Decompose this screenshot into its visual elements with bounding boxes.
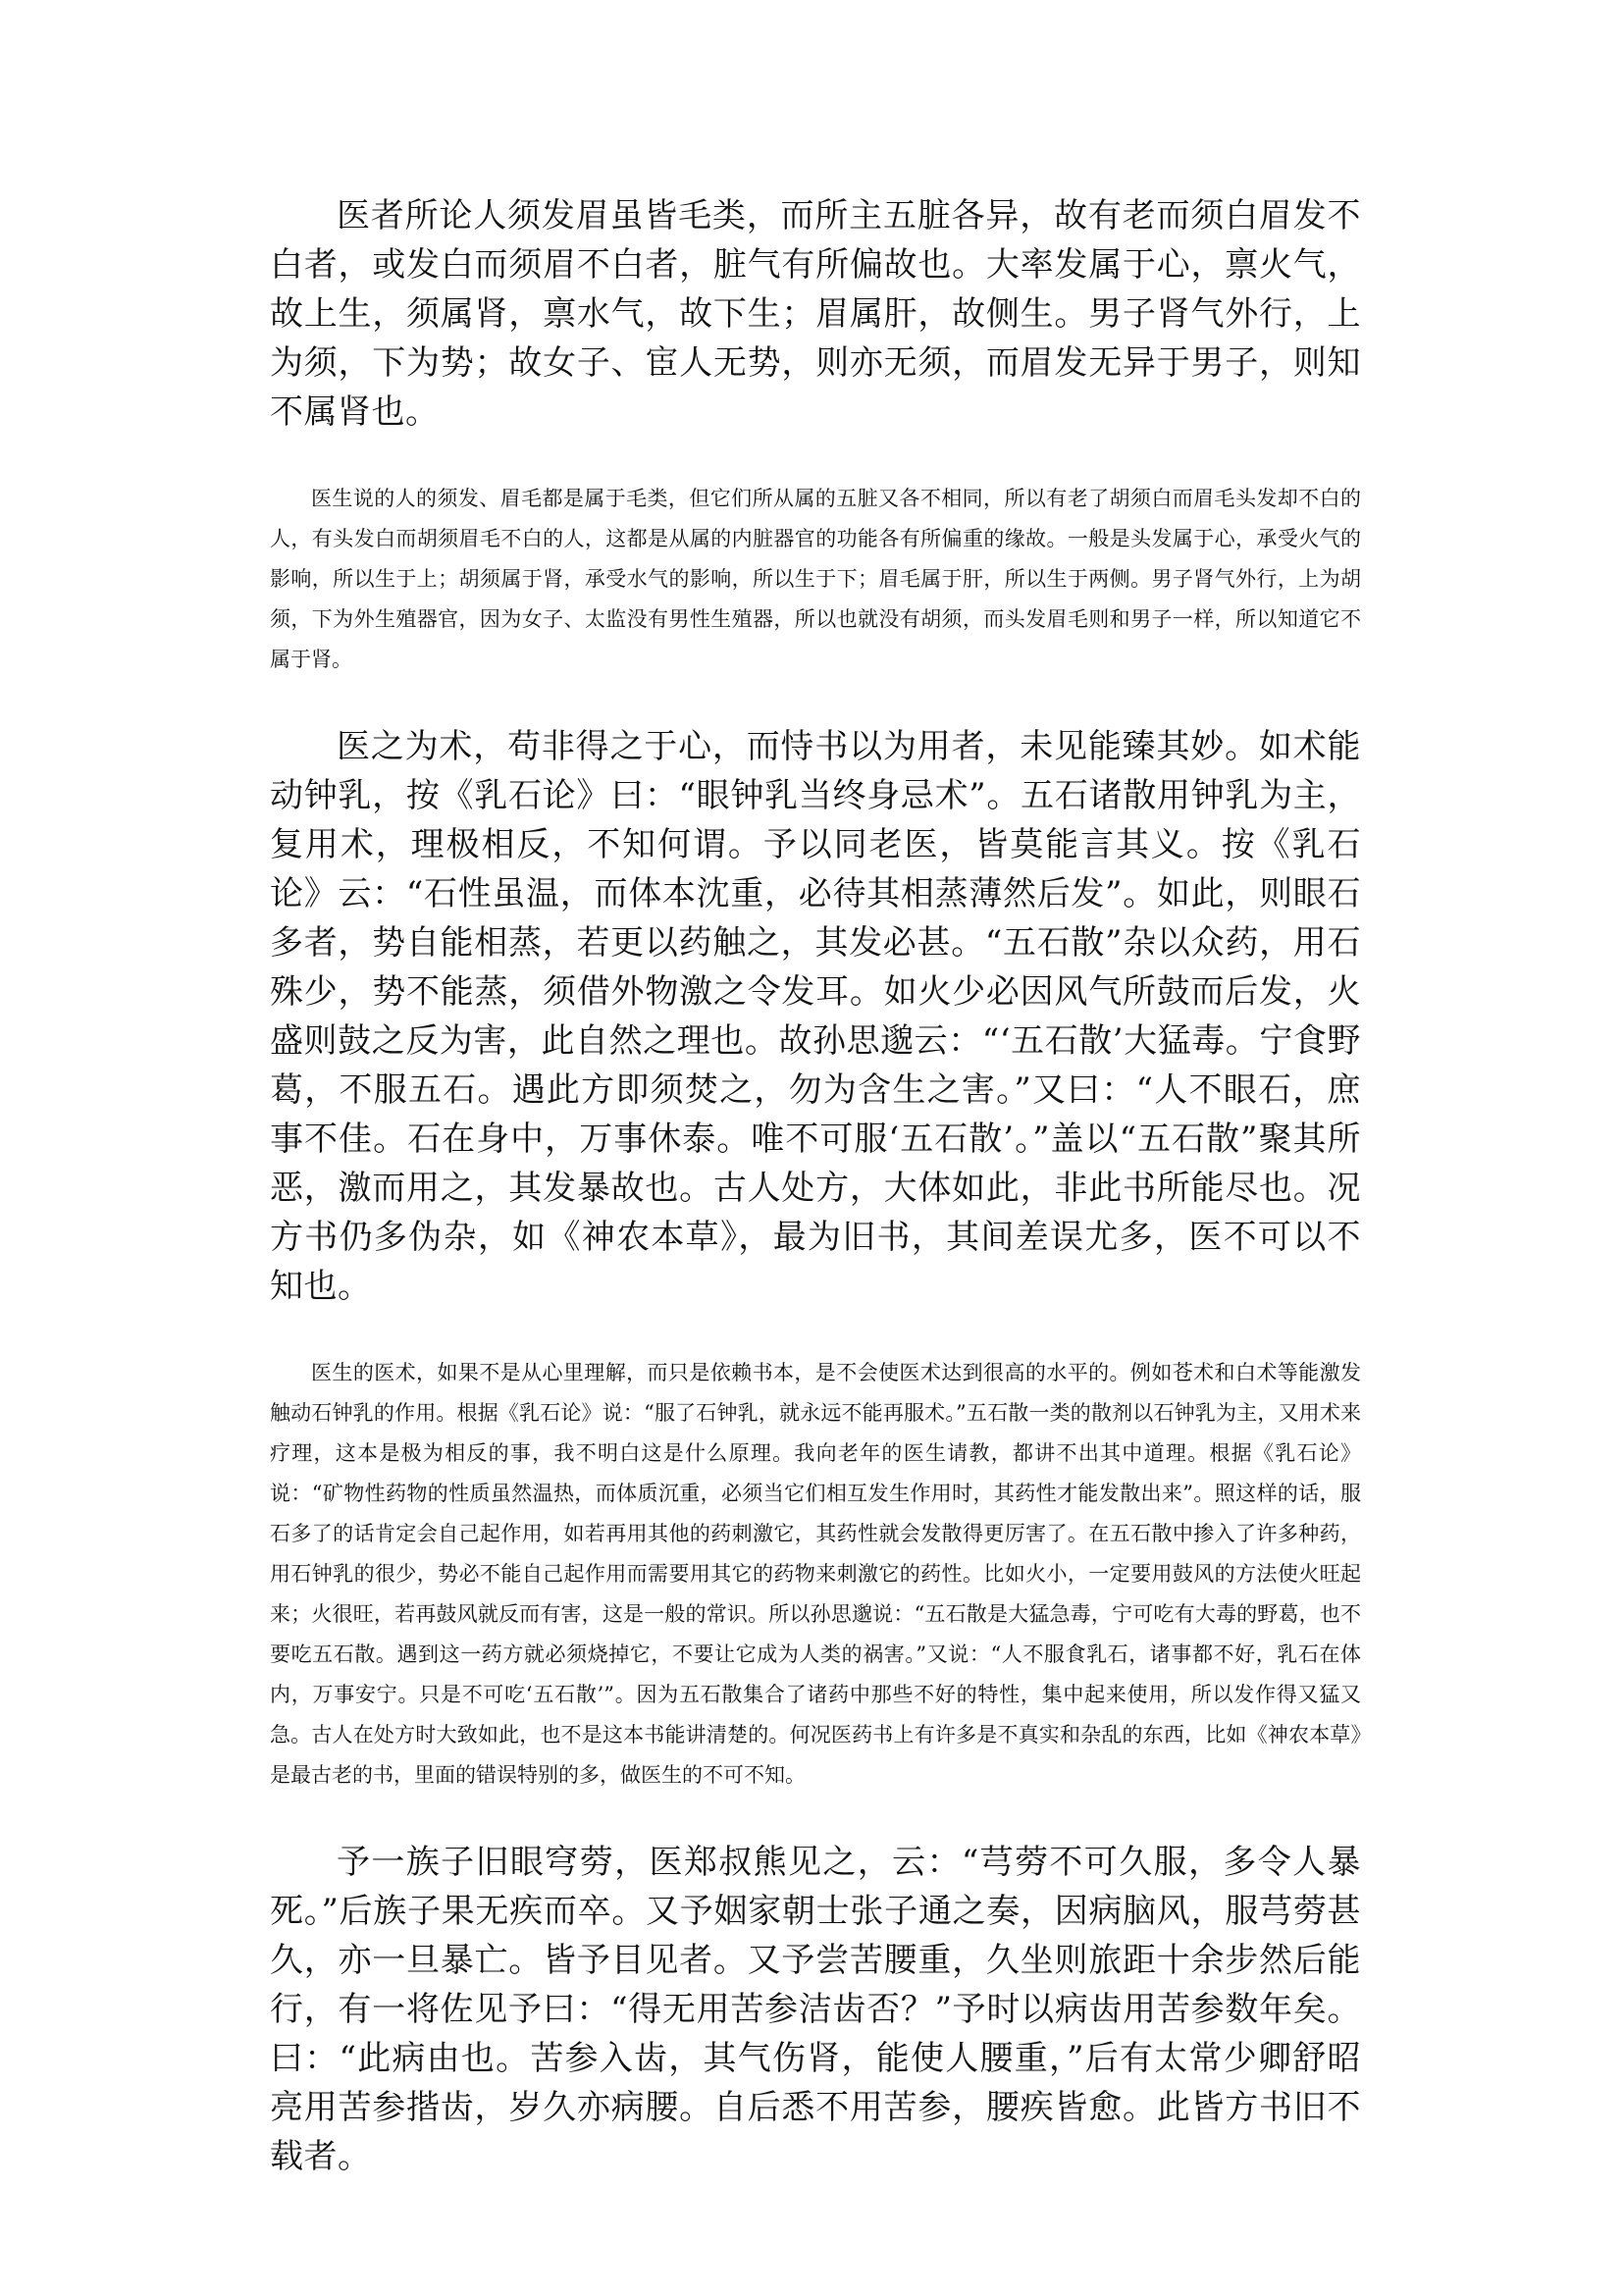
translation-paragraph: 医生的医术，如果不是从心里理解，而只是依赖书本，是不会使医术达到很高的水平的。例如苍术和白术等能激发触动石钟乳的作用。根据《乳石论》说：“服了石钟乳，就永远不能再服术。”五石散一类的散剂以石钟乳为主，又用术来疗理，这本是极为相反的事，我不明白这是什么原理。我向老年的医生请教，都讲不出其中道理。根据《乳石论》说：“矿物性药物的性质虽然温热，而体质沉重，必须当它们相互发生作用时，其药性才能发散出来”。照这样的话，服石多了的话肯定会自己起作用，如若再用其他的药刺激它，其药性就会发散得更厉害了。在五石散中掺入了许多种药，用石钟乳的很少，势必不能自己起作用而需要用其它的药物来刺激它的药性。比如火小，一定要用鼓风的方法使火旺起来；火很旺，若再鼓风就反而有害，这是一般的常识。所以孙思邈说：“五石散是大猛急毒，宁可吃有大毒的野葛，也不要吃五石散。遇到这一药方就必须烧掉它，不要让它成为人类的祸害。”又说：“人不服食乳石，诸事都不好，乳石在体内，万事安宁。只是不可吃‘五石散’”。因为五石散集合了诸药中那些不好的特性，集中起来使用，所以发作得又猛又急。古人在处方时大致如此，也不是这本书能讲清楚的。何况医药书上有许多是不真实和杂乱的东西，比如《神农本草》是最古老的书，里面的错误特别的多，做医生的不可不知。	[270, 1361, 1361, 1787]
translation-paragraph: 医生说的人的须发、眉毛都是属于毛类，但它们所从属的五脏又各不相同，所以有老了胡须白而眉毛头发却不白的人，有头发白而胡须眉毛不白的人，这都是从属的内脏器官的功能各有所偏重的缘故。一般是头发属于心，承受火气的影响，所以生于上；胡须属于肾，承受水气的影响，所以生于下；眉毛属于肝，所以生于两侧。男子肾气外行，上为胡须，下为外生殖器官，因为女子、太监没有男性生殖器，所以也就没有胡须，而头发眉毛则和男子一样，所以知道它不属于肾。	[270, 487, 1361, 671]
text-column	[270, 191, 1361, 2181]
original-text-paragraph: 医之为术，苟非得之于心，而恃书以为用者，未见能臻其妙。如术能动钟乳，按《乳石论》曰：“眼钟乳当终身忌术”。五石诸散用钟乳为主，复用术，理极相反，不知何谓。予以同老医，皆莫能言其义。按《乳石论》云：“石性虽温，而体本沈重，必待其相蒸薄然后发”。如此，则眼石多者，势自能相蒸，若更以药触之，其发必甚。“五石散”杂以众药，用石殊少，势不能蒸，须借外物激之令发耳。如火少必因风气所鼓而后发，火盛则鼓之反为害，此自然之理也。故孙思邈云：“‘五石散’大猛毒。宁食野葛，不服五石。遇此方即须焚之，勿为含生之害。”又曰：“人不眼石，庶事不佳。石在身中，万事休泰。唯不可服‘五石散’。”盖以“五石散”聚其所恶，激而用之，其发暴故也。古人处方，大体如此，非此书所能尽也。况方书仍多伪杂，如《神农本草》，最为旧书，其间差误尤多，医不可以不知也。	[270, 727, 1361, 1306]
original-text-paragraph: 予一族子旧眼穹䓖，医郑叔熊见之，云：“芎䓖不可久服，多令人暴死。”后族子果无疾而卒。又予姻家朝士张子通之奏，因病脑风，服芎䓖甚久，亦一旦暴亡。皆予目见者。又予尝苦腰重，久坐则旅距十余步然后能行，有一将佐见予曰：“得无用苦参洁齿否？”予时以病齿用苦参数年矣。曰：“此病由也。苦参入齿，其气伤肾，能使人腰重，”后有太常少卿舒昭亮用苦参揩齿，岁久亦病腰。自后悉不用苦参，腰疾皆愈。此皆方书旧不载者。	[270, 1843, 1361, 2176]
original-text-paragraph: 医者所论人须发眉虽皆毛类，而所主五脏各异，故有老而须白眉发不白者，或发白而须眉不白者，脏气有所偏故也。大率发属于心，禀火气，故上生，须属肾，禀水气，故下生；眉属肝，故侧生。男子肾气外行，上为须，下为势；故女子、宦人无势，则亦无须，而眉发无异于男子，则知不属肾也。	[270, 196, 1361, 432]
